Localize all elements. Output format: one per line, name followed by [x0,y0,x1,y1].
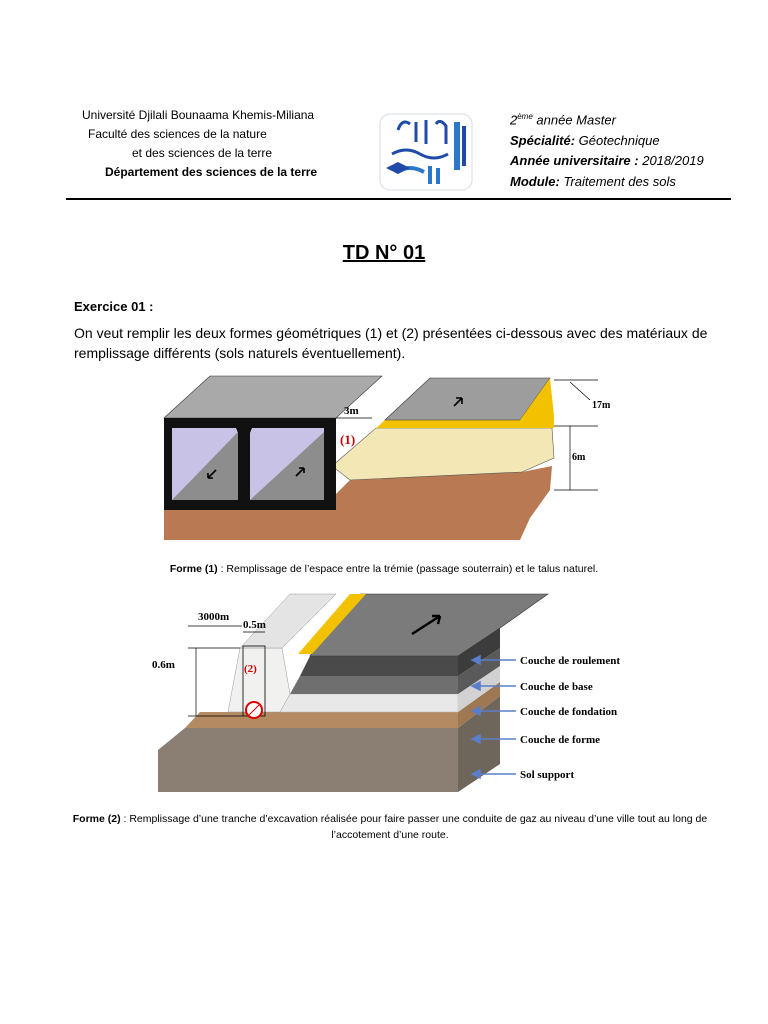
figure-1-length-label: 17m [592,400,610,411]
figure-2-caption-label: Forme (2) [72,813,121,825]
figure-1-shape-label: (1) [340,432,356,447]
department-name: Département des sciences de la terre [105,165,318,179]
faculty-line-2: et des sciences de la terre [132,146,273,160]
header-divider [66,198,731,200]
level-line [510,107,704,131]
course-info-block [510,107,704,192]
module-line [510,172,704,193]
university-logo [376,110,476,194]
figure-2-base-layer [290,676,458,694]
figure-1-width-label: 3m [344,405,359,417]
figure-1-height-label: 6m [572,452,586,463]
level-number: 2 [510,112,518,128]
figure-1-caption-label: Forme (1) [169,563,218,575]
faculty-line-1: Faculté des sciences de la nature [88,127,267,141]
page-title [0,242,768,265]
figure-2-width-label: 0.5m [243,619,266,631]
module-label: Module: [510,173,560,189]
figure-2-layer-label-4: Couche de forme [520,734,601,746]
figure-1-diagram [150,370,610,550]
university-name: Université Djilali Bounaama Khemis-Miliana [82,108,315,122]
level-superscript: ème [517,112,533,121]
figure-1-length-leader [570,382,590,400]
year-value: 2018/2019 [638,153,704,169]
figure-2-wearing-layer [300,656,458,676]
figure-2-layer-label-5: Sol support [520,769,575,781]
figure-2-layer-label-1: Couche de roulement [520,655,621,667]
level-text: année Master [532,112,616,128]
speciality-line [510,131,704,152]
figure-1-caption [0,563,768,575]
figure-2-diagram [140,588,660,804]
module-value: Traitement des sols [559,173,676,189]
speciality-value: Géotechnique [575,132,660,148]
speciality-label: Spécialité: [510,132,576,148]
exercise-label: Exercice 01 : [74,299,154,314]
figure-2-foundation-layer [280,694,458,712]
exercise-statement: On veut remplir les deux formes géométriques (1) et (2) présentées ci-dessous avec des matériaux de remplissage différents (sols naturels éventuellement). [74,325,708,361]
figure-2-length-label: 3000m [198,611,230,623]
figure-1-sand-layer [332,428,554,480]
figure-2-caption [60,811,720,843]
figure-1-caption-text: : Remplissage de l’espace entre la trémie (passage souterrain) et le talus naturel. [217,563,599,575]
figure-2-subgrade [158,728,458,792]
year-line [510,151,704,172]
figure-2-layer-label-2: Couche de base [520,681,593,693]
institution-block [60,106,360,182]
year-label: Année universitaire : [510,153,639,169]
figure-2-depth-label: 0.6m [152,659,175,671]
figure-2-caption-text: : Remplissage d’une tranche d’excavation réalisée pour faire passer une conduite de gaz au niveau d’une ville tout au long de l’accotement d’une route. [120,813,708,841]
title-text: TD N° 01 [342,242,426,264]
figure-2-form-layer [185,712,458,728]
figure-2-shape-label: (2) [244,663,257,675]
figure-2-trench-fill [228,648,290,712]
figure-2-layer-label-3: Couche de fondation [520,706,618,718]
